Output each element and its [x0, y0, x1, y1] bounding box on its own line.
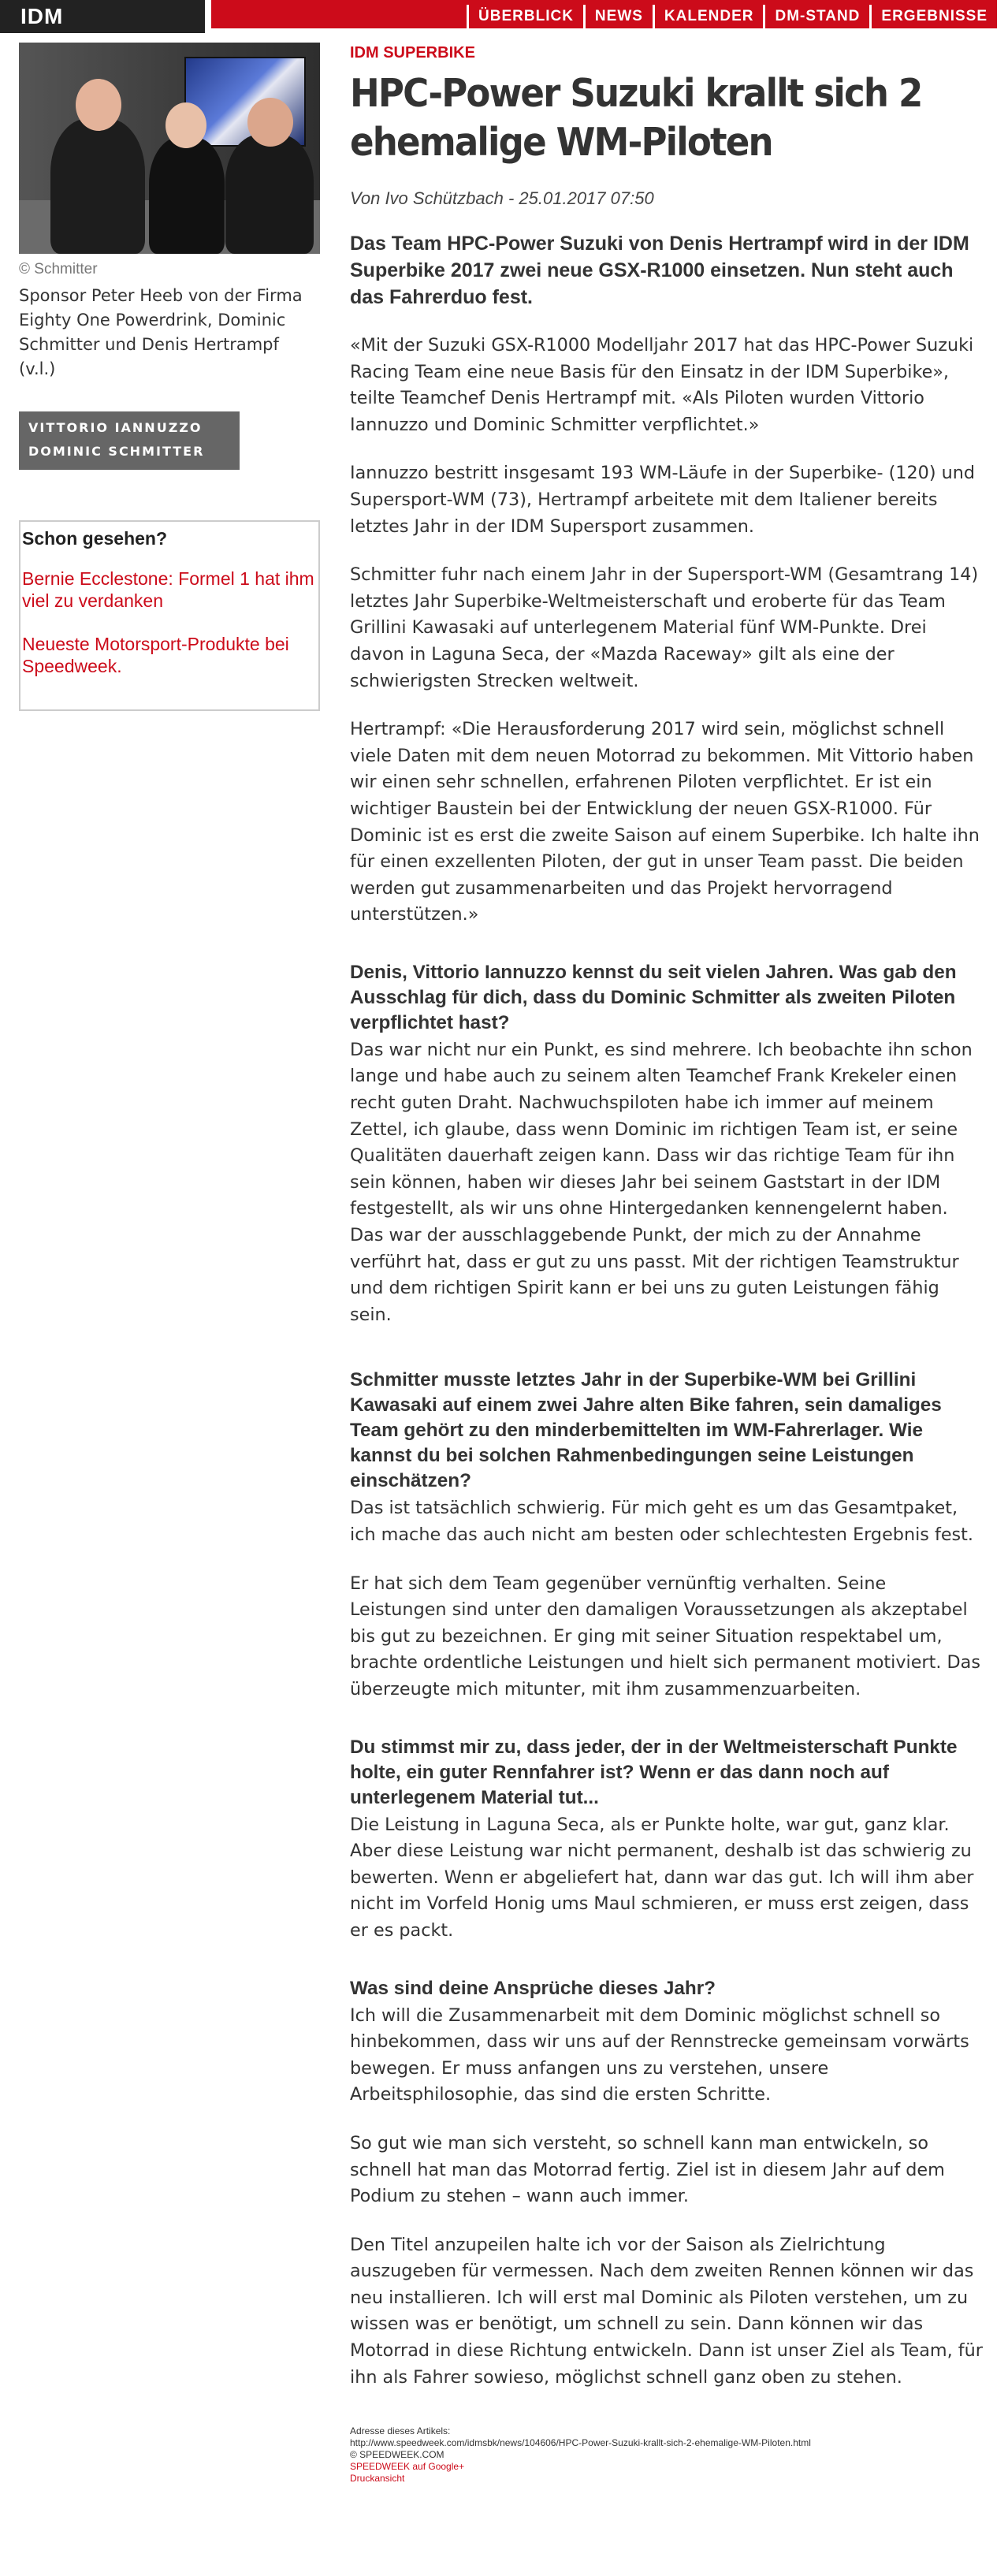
article-headline: HPC-Power Suzuki krallt sich 2 ehemalige WM-Piloten: [350, 71, 922, 165]
print-view-link[interactable]: Druckansicht: [350, 2473, 405, 2485]
interview-answer: Er hat sich dem Team gegenüber vernünftig verhalten. Seine Leistungen sind unter den damaligen Voraussetzungen als akzeptabel bis gut zu bezeichnen. Er ging mit seiner Situation respektabel um, brachte ordentliche Leistungen und hielt sich permanent motiviert. Das überzeugte mich mitunter, mit ihm zusammenzuarbeiten.: [350, 1573, 980, 1699]
nav-item-news[interactable]: NEWS: [583, 5, 653, 28]
person-middle: [149, 137, 225, 254]
interview-answer: Die Leistung in Laguna Seca, als er Punkte holte, war gut, ganz klar. Aber diese Leistung war nicht permanent, deshalb ist das schwierig zu bewerten. Wenn er abgeliefert hat, dann war das gut. Ich will ihm aber nicht im Vorfeld Honig ums Maul schmieren, er muss erst zeigen, dass er es packt.: [350, 1814, 974, 1941]
interview-answer: Das war nicht nur ein Punkt, es sind mehrere. Ich beobachte ihn schon lange und habe auch zu seinem alten Teamchef Frank Krekeler einen recht guten Draht. Nachwuchspiloten habe ich immer auf meinem Zettel, ich glaube, dass wenn Dominic im richtigen Team ist, er seine Qualitäten dauerhaft zeigen kann. Dass wir das richtige Team für ihn sein können, haben wir dieses Jahr bei seinem Gaststart in der IDM festgestellt, als wir uns ohne Hintergedanken kennengelernt haben. Das war der ausschlaggebende Punkt, der mich zu der Annahme verführt hat, dass er gut zu uns passt. Mit der richtigen Teamstruktur und dem richtigen Spirit kann er bei uns zu guten Leistungen fähig sein.: [350, 1039, 973, 1325]
article-footer: [350, 2425, 985, 2485]
schon-gesehen-box: [19, 520, 320, 711]
tag-vittorio-iannuzzo[interactable]: VITTORIO IANNUZZO: [28, 420, 203, 435]
person-left-head: [76, 79, 121, 131]
interview-answer: Den Titel anzupeilen halte ich vor der Saison als Zielrichtung auszugeben für vermessen. Nach dem zweiten Rennen können wir das neu installieren. Ich will erst mal Dominic als Piloten verstehen, um zu wissen was er benötigt, um schnell zu sein. Dann können wir das Motorrad in diese Richtung entwickeln. Dann ist unser Ziel als Team, für ihn als Fahrer sowieso, möglichst schnell ganz oben zu stehen.: [350, 2234, 983, 2388]
article-paragraph: «Mit der Suzuki GSX-R1000 Modelljahr 2017 hat das HPC-Power Suzuki Racing Team eine neue Basis für den Einsatz in der IDM Superbike», teilte Teamchef Denis Hertrampf mit. «Als Piloten wurden Vittorio Iannuzzo und Dominic Schmitter verpflichtet.»: [350, 335, 974, 435]
interview-question: Schmitter musste letztes Jahr in der Superbike-WM bei Grillini Kawasaki auf einem zwei Jahre alten Bike fahren, sein damaliges Team gehört zu den minderbemittelten im WM-Fahrerlager. Wie kannst du bei solchen Rahmenbedingungen seine Leistungen einschätzen?: [350, 1369, 942, 1492]
interview-question: Du stimmst mir zu, dass jeder, der in der Weltmeisterschaft Punkte holte, ein guter Rennfahrer ist? Wenn er das dann noch auf unterlegenem Material tut...: [350, 1736, 958, 1808]
person-middle-head: [166, 102, 206, 148]
nav-item-ueberblick[interactable]: ÜBERBLICK: [467, 5, 583, 28]
person-right-head: [247, 98, 293, 147]
article-byline: Von Ivo Schützbach - 25.01.2017 07:50: [350, 188, 654, 208]
article-kicker[interactable]: IDM SUPERBIKE: [350, 44, 475, 61]
person-right: [225, 134, 314, 254]
related-link-motorsport-produkte[interactable]: Neueste Motorsport-Produkte bei Speedweek.: [22, 634, 289, 676]
sidebar: [19, 43, 320, 711]
photo-caption: Sponsor Peter Heeb von der Firma Eighty One Powerdrink, Dominic Schmitter und Denis Hertrampf (v.l.): [19, 286, 303, 378]
google-plus-link[interactable]: SPEEDWEEK auf Google+: [350, 2461, 465, 2473]
interview-question: Denis, Vittorio Iannuzzo kennst du seit vielen Jahren. Was gab den Ausschlag für dich, dass du Dominic Schmitter als zweiten Piloten verpflichtet hast?: [350, 961, 957, 1033]
footer-copyright: © SPEEDWEEK.COM: [350, 2449, 444, 2461]
site-header: [0, 0, 1008, 33]
interview-answer: Das ist tatsächlich schwierig. Für mich geht es um das Gesamtpaket, ich mache das auch nicht am besten oder schlechtesten Ergebnis fest.: [350, 1498, 973, 1545]
article-paragraph: Schmitter fuhr nach einem Jahr in der Supersport-WM (Gesamtrang 14) letztes Jahr Superbike-Weltmeisterschaft und eroberte für das Team Grillini Kawasaki auf unterlegenem Material fünf WM-Punkte. Drei davon in Laguna Seca, der «Mazda Raceway» gilt als eine der schwierigsten Strecken weltweit.: [350, 564, 979, 691]
nav-item-kalender[interactable]: KALENDER: [653, 5, 764, 28]
article-photo[interactable]: [19, 43, 320, 254]
interview-answer: So gut wie man sich versteht, so schnell kann man entwickeln, so schnell hat man das Motorrad fertig. Ziel ist in diesem Jahr auf dem Podium zu stehen – wann auch immer.: [350, 2132, 945, 2207]
footer-url[interactable]: http://www.speedweek.com/idmsbk/news/104606/HPC-Power-Suzuki-krallt-sich-2-ehemalige-WM-Piloten.html: [350, 2437, 811, 2449]
schon-gesehen-title: Schon gesehen?: [22, 528, 168, 549]
main-nav: [467, 5, 997, 28]
photo-credit: © Schmitter: [19, 261, 98, 277]
article-lead: Das Team HPC-Power Suzuki von Denis Hertrampf wird in der IDM Superbike 2017 zwei neue GSX-R1000 einsetzen. Nun steht auch das Fahrerduo fest.: [350, 233, 969, 308]
tag-box: [19, 411, 240, 470]
footer-address-label: Adresse dieses Artikels:: [350, 2425, 451, 2437]
nav-item-dm-stand[interactable]: DM-STAND: [763, 5, 869, 28]
article: [350, 43, 985, 2485]
related-link-ecclestone[interactable]: Bernie Ecclestone: Formel 1 hat ihm viel zu verdanken: [22, 568, 314, 611]
tag-dominic-schmitter[interactable]: DOMINIC SCHMITTER: [28, 444, 205, 459]
article-paragraph: Iannuzzo bestritt insgesamt 193 WM-Läufe in der Superbike- (120) und Supersport-WM (73), Hertrampf arbeitete mit dem Italiener bereits letztes Jahr in der IDM Supersport zusammen.: [350, 463, 976, 537]
article-paragraph: Hertrampf: «Die Herausforderung 2017 wird sein, möglichst schnell viele Daten mit dem neuen Motorrad zu bekommen. Mit Vittorio haben wir einen sehr schnellen, erfahrenen Piloten verpflichtet. Er ist ein wichtiger Baustein bei der Entwicklung der neuen GSX-R1000. Für Dominic ist es erst die zweite Saison auf einem Superbike. Ich halte ihn für einen exzellenten Piloten, der gut in unser Team passt. Die beiden werden gut zusammenarbeiten und das Projekt hervorragend unterstützen.»: [350, 719, 980, 925]
brand-logo[interactable]: IDM: [0, 0, 205, 33]
nav-item-ergebnisse[interactable]: ERGEBNISSE: [869, 5, 997, 28]
person-left: [50, 118, 145, 254]
interview-question: Was sind deine Ansprüche dieses Jahr?: [350, 1977, 716, 1999]
interview-answer: Ich will die Zusammenarbeit mit dem Dominic möglichst schnell so hinbekommen, dass wir uns auf der Rennstrecke gemeinsam vorwärts bewegen. Er muss anfangen uns zu verstehen, unsere Arbeitsphilosophie, das sind die ersten Schritte.: [350, 2005, 969, 2105]
